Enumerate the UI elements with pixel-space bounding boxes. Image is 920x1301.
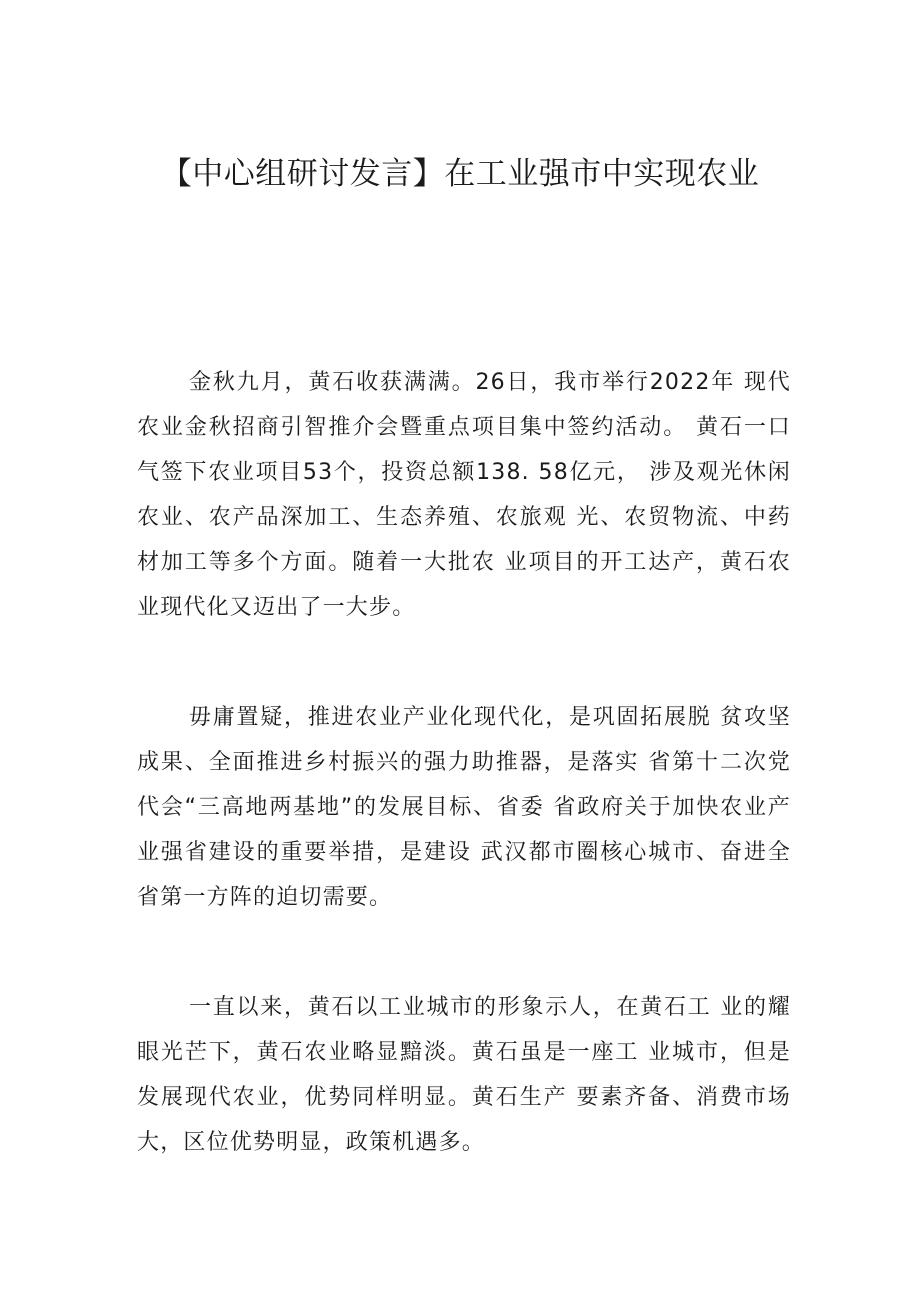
paragraph-2: 毋庸置疑，推进农业产业化现代化，是巩固拓展脱 贫攻坚成果、全面推进乡村振兴的强力助推器，是落实 省第十二次党代会“三高地两基地”的发展目标、省委 省政府关于加快农业产业强省建设的重要举措，是建设 武汉都市圈核心城市、奋进全省第一方阵的迫切需要。 <box>137 705 791 910</box>
paragraph-3: 一直以来，黄石以工业城市的形象示人，在黄石工 业的耀眼光芒下，黄石农业略显黯淡。黄石虽是一座工 业城市，但是发展现代农业，优势同样明显。黄石生产 要素齐备、消费市场大，区位优势明显，政策机遇多。 <box>137 995 791 1155</box>
paragraph-2-container <box>137 695 791 920</box>
paragraph-1-container <box>137 360 791 630</box>
paragraph-1: 金秋九月，黄石收获满满。26日，我市举行2022年 现代农业金秋招商引智推介会暨重点项目集中签约活动。 黄石一口气签下农业项目53个，投资总额138. 58亿元， 涉及观光休闲农业、农产品深加工、生态养殖、农旅观 光、农贸物流、中药材加工等多个方面。随着一大批农 业项目的开工达产，黄石农业现代化又迈出了一大步。 <box>137 370 791 620</box>
paragraph-3-container <box>137 985 791 1165</box>
document-title: 【中心组研讨发言】在工业强市中实现农业 <box>160 156 760 192</box>
